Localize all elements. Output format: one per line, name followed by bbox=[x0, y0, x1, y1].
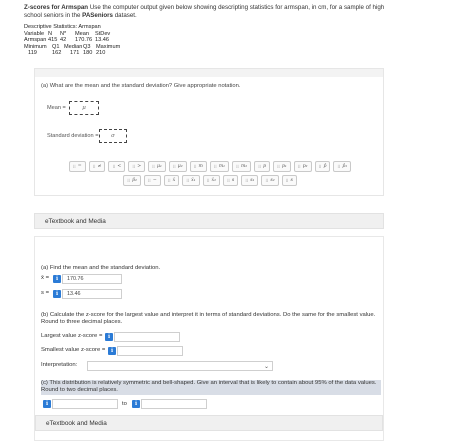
symbol-s2-button[interactable]: ⠿ s₂ bbox=[261, 175, 278, 186]
symbol-s-button[interactable]: ⠿ s bbox=[223, 175, 238, 186]
symbol-p2-button[interactable]: ⠿ p₂ bbox=[294, 161, 312, 172]
xbar-label: x̄ = bbox=[41, 275, 50, 281]
drag-grip-icon: ⠿ bbox=[337, 164, 341, 169]
drag-grip-icon: ⠿ bbox=[127, 178, 131, 183]
interval-lower-info-button[interactable]: i bbox=[43, 400, 51, 408]
interval-upper-input[interactable] bbox=[141, 399, 207, 409]
part-a-panel bbox=[34, 68, 384, 196]
dataset-name: PASeniors bbox=[82, 12, 113, 20]
interval-lower-input[interactable] bbox=[52, 399, 118, 409]
drag-grip-icon: ⠿ bbox=[186, 178, 190, 183]
part-c-question: (c) This distribution is relatively symmetric and bell-shaped. Give an interval that is likely to contain about 95% of the data values. Round to two decimal places. bbox=[41, 380, 381, 395]
smallest-zscore-input[interactable] bbox=[117, 346, 183, 356]
drag-grip-icon: ⠿ bbox=[265, 178, 269, 183]
drag-grip-icon: ⠿ bbox=[72, 164, 76, 169]
symbol-m-button[interactable]: ⠿ m bbox=[190, 161, 207, 172]
part-a-answer-question: (a) Find the mean and the standard deviation. bbox=[41, 265, 161, 271]
palette-row-1 bbox=[41, 161, 379, 172]
drag-grip-icon: ⠿ bbox=[167, 178, 171, 183]
drag-grip-icon: ⠿ bbox=[297, 164, 301, 169]
problem-title: Z-scores for Armspan bbox=[24, 4, 89, 11]
mean-input[interactable]: μ bbox=[69, 101, 99, 115]
symbol-less-than-button[interactable]: ⠿ < bbox=[108, 161, 125, 172]
symbol-m2-button[interactable]: ⠿ m₂ bbox=[232, 161, 251, 172]
etextbook-media-link-1[interactable]: eTextbook and Media bbox=[34, 213, 384, 229]
sd-input[interactable]: σ bbox=[99, 129, 127, 143]
s-answer-field[interactable]: 13.46 bbox=[62, 289, 122, 299]
palette-row-2 bbox=[41, 175, 379, 186]
sd-label: Standard deviation = bbox=[47, 133, 99, 139]
interval-upper-info-button[interactable]: i bbox=[132, 400, 140, 408]
symbol-p-hat1-button[interactable]: ⠿ p̂₁ bbox=[333, 161, 351, 172]
drag-grip-icon: ⠿ bbox=[152, 164, 155, 169]
symbol-p-button[interactable]: ⠿ p bbox=[254, 161, 270, 172]
drag-grip-icon: ⠿ bbox=[147, 178, 151, 183]
drag-grip-icon: ⠿ bbox=[245, 178, 249, 183]
math-symbol-palette bbox=[41, 161, 379, 189]
symbol-minus-button[interactable]: ⠿ − bbox=[144, 175, 161, 186]
symbol-equals-button[interactable]: ⠿ = bbox=[69, 161, 86, 172]
part-b-question: (b) Calculate the z-score for the largest value and interpret it in terms of standard deviations. Do the same for the smallest value. Round to three decimal places. bbox=[41, 312, 376, 326]
symbol-not-equal-button[interactable]: ⠿ ≠ bbox=[89, 161, 106, 172]
interpretation-dropdown[interactable] bbox=[87, 361, 273, 371]
symbol-m1-button[interactable]: ⠿ m₁ bbox=[210, 161, 229, 172]
symbol-p-hat-button[interactable]: ⠿ p̂ bbox=[315, 161, 331, 172]
stats-value-row-2: 119 162 171 180 210 bbox=[28, 50, 106, 57]
symbol-p-hat2-button[interactable]: ⠿ p̂₂ bbox=[123, 175, 141, 186]
stats-header-row-2: Minimum Q1 Median Q3 Maximum bbox=[24, 43, 121, 50]
symbol-x-bar1-button[interactable]: ⠿ x̄₁ bbox=[182, 175, 199, 186]
symbol-s-alt-button[interactable]: ⠿ s bbox=[282, 175, 297, 186]
stats-heading: Descriptive Statistics: Armspan bbox=[24, 24, 101, 30]
chevron-down-icon: ⌄ bbox=[263, 364, 269, 370]
symbol-x-bar-button[interactable]: ⠿ x̄ bbox=[164, 175, 180, 186]
intro-text: Use the computer output given below showing descripting statistics for armspan, in cm, for a sample of high school seniors in the bbox=[24, 4, 385, 20]
mean-label: Mean = bbox=[47, 105, 66, 111]
largest-zscore-info-button[interactable]: i bbox=[105, 333, 113, 341]
answers-panel bbox=[34, 236, 384, 441]
interpretation-label: Interpretation: bbox=[41, 362, 78, 368]
drag-grip-icon: ⠿ bbox=[193, 164, 197, 169]
problem-intro bbox=[24, 4, 394, 20]
stats-header-row-1: Variable N N* Mean StDev bbox=[24, 30, 111, 37]
largest-zscore-input[interactable] bbox=[114, 332, 180, 342]
symbol-mu1-button[interactable]: ⠿ μ₁ bbox=[148, 161, 166, 172]
symbol-greater-than-button[interactable]: ⠿ > bbox=[128, 161, 145, 172]
s-label: s = bbox=[41, 290, 50, 296]
drag-grip-icon: ⠿ bbox=[285, 178, 289, 183]
drag-grip-icon: ⠿ bbox=[213, 164, 217, 169]
symbol-x-bar2-button[interactable]: ⠿ x̄₂ bbox=[203, 175, 220, 186]
symbol-s1-button[interactable]: ⠿ s₁ bbox=[241, 175, 258, 186]
xbar-info-button[interactable]: i bbox=[53, 275, 61, 283]
to-label: to bbox=[122, 401, 127, 407]
s-info-button[interactable]: i bbox=[53, 290, 61, 298]
symbol-mu2-button[interactable]: ⠿ μ₂ bbox=[169, 161, 187, 172]
drag-grip-icon: ⠿ bbox=[132, 164, 136, 169]
drag-grip-icon: ⠿ bbox=[172, 164, 176, 169]
drag-grip-icon: ⠿ bbox=[226, 178, 230, 183]
etextbook-media-link-2[interactable]: eTextbook and Media bbox=[35, 415, 383, 431]
intro-suffix: dataset. bbox=[114, 12, 137, 20]
xbar-answer-field[interactable]: 170.76 bbox=[62, 274, 122, 284]
smallest-zscore-label: Smallest value z-score = bbox=[41, 347, 106, 353]
drag-grip-icon: ⠿ bbox=[112, 164, 116, 169]
stats-value-row-1: Armspan 415 42 170.76 13.46 bbox=[24, 37, 109, 44]
drag-grip-icon: ⠿ bbox=[206, 178, 210, 183]
smallest-zscore-info-button[interactable]: i bbox=[108, 347, 116, 355]
drag-grip-icon: ⠿ bbox=[258, 164, 262, 169]
symbol-p1-button[interactable]: ⠿ p₁ bbox=[273, 161, 291, 172]
drag-grip-icon: ⠿ bbox=[277, 164, 280, 169]
drag-grip-icon: ⠿ bbox=[236, 164, 239, 169]
drag-grip-icon: ⠿ bbox=[92, 164, 96, 169]
drag-grip-icon: ⠿ bbox=[318, 164, 322, 169]
largest-zscore-label: Largest value z-score = bbox=[41, 333, 103, 339]
part-a-question: (a) What are the mean and the standard deviation? Give appropriate notation. bbox=[41, 83, 241, 89]
descriptive-stats-output bbox=[24, 24, 120, 57]
part-a-inner bbox=[35, 77, 383, 195]
